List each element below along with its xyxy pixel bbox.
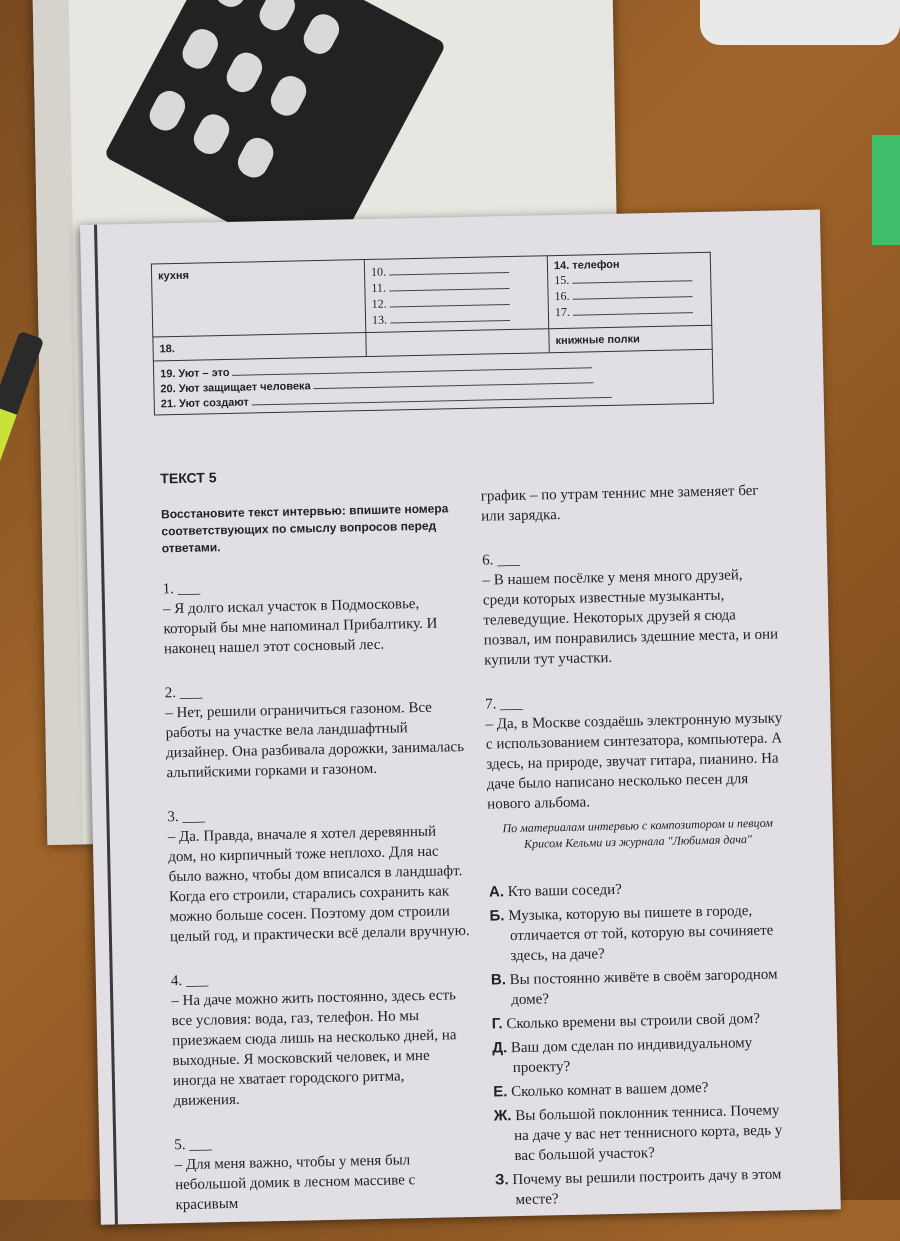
blank-11[interactable] [389,277,509,292]
text5-heading: ТЕКСТ 5 [160,469,217,487]
blank-16[interactable] [572,285,692,300]
cell-bookshelves: книжные полки [549,325,712,352]
blank-15[interactable] [572,269,692,284]
right-column [481,480,796,1214]
instruction: Восстановите текст интервью: впишите номера соответствующих по смыслу вопросов перед ответами. [160,501,449,556]
question-zh: Ж. Вы большой поклонник тенниса. Почему на даче у вас нет теннисного корта, ведь у вас большой участок? [493,1102,783,1165]
answer-3: 3. ___ – Да. Правда, вначале я хотел деревянный дом, но кирпичный тоже неплохо. Для нас было важно, чтобы дом вписался в ландшафт. Когда его строили, старались сохранить как можно больше сосен. Поэтому дом строили целый год, и практически всё делали вручную. [167,808,470,946]
answer-5: 5. ___ – Для меня важно, чтобы у меня был небольшой домик в лесном массиве с красивым [174,1136,416,1214]
marker-tip [0,406,17,499]
cell-14-17: 14. телефон 15. 16. 17. [547,252,711,328]
question-e: Е. Сколько комнат в вашем доме? [493,1080,709,1101]
source-note: По материалам интервью с композитором и певцом Крисом Кельми из журнала "Любимая дача" [502,815,774,851]
answer-1: 1. ___ – Я долго искал участок в Подмосковье, который бы мне напоминал Прибалтику. И наконец нашел этот сосновый лес. [162,580,438,658]
pill [255,0,300,35]
blank-17[interactable] [573,301,693,316]
answer-4: 4. ___ – На даче можно жить постоянно, здесь есть все условия: вода, газ, телефон. Но мы приезжаем сюда лишь на несколько дней, на выходные. Я московский человек, и мне иногда не хватает городского ритма, движения. [170,972,457,1110]
page-edge [94,225,118,1225]
worksheet-page [80,210,841,1225]
blank-13[interactable] [390,309,510,324]
question-v: В. Вы постоянно живёте в своём загородном доме? [490,966,778,1009]
pill [178,24,223,73]
pill [266,71,311,120]
book-spine [33,0,84,845]
question-d: Д. Ваш дом сделан по индивидуальному проекту? [492,1035,753,1077]
pill [210,0,255,12]
answer-7: 7. ___ – Да, в Москве создаёшь электронную музыку с использованием синтезатора, компьютера. А здесь, на природе, звучат гитара, пианино. На даче было написано несколько песен для нового альбома. [484,695,783,813]
blank-12[interactable] [390,293,510,308]
cell-kitchen: кухня [151,260,365,337]
green-sticker [872,135,900,245]
answer-6: 6. ___ – В нашем посёлке у меня много друзей, среди которых известные музыканты, телеведущие. Некоторых друзей я сюда позвал, им понравились здешние места, и они купили тут участки. [481,551,779,669]
highlighter-marker [0,331,44,500]
left-column [160,462,476,1239]
answer-2: 2. ___ – Нет, решили ограничиться газоном. Все работы на участке вела ландшафтный дизайнер. Она разбивала дорожки, занималась альпийскими горками и газоном. [164,684,465,782]
white-object [700,0,900,45]
pill [145,86,190,135]
vocab-table [151,252,714,416]
question-g: Г. Сколько времени вы строили свой дом? [491,1010,761,1033]
cell-10-13: 10. 11. 12. 13. [364,256,548,333]
pill [189,109,234,158]
question-a: А. Кто ваши соседи? [488,881,623,901]
cell-18: 18. [153,333,366,361]
answer-5-cont: график – по утрам теннис мне заменяет бег или зарядка. [480,482,759,525]
pill [233,133,278,182]
pill [222,48,267,97]
question-b: Б. Музыка, которую вы пишете в городе, отличается от той, которую вы сочиняете здесь, на даче? [489,903,774,965]
cell-cozy: 19. Уют – это 20. Уют защищает человека 21. Уют создают [153,349,713,415]
pill [299,9,344,58]
question-z: З. Почему вы решили построить дачу в этом месте? [494,1166,782,1209]
blank-10[interactable] [389,261,509,276]
